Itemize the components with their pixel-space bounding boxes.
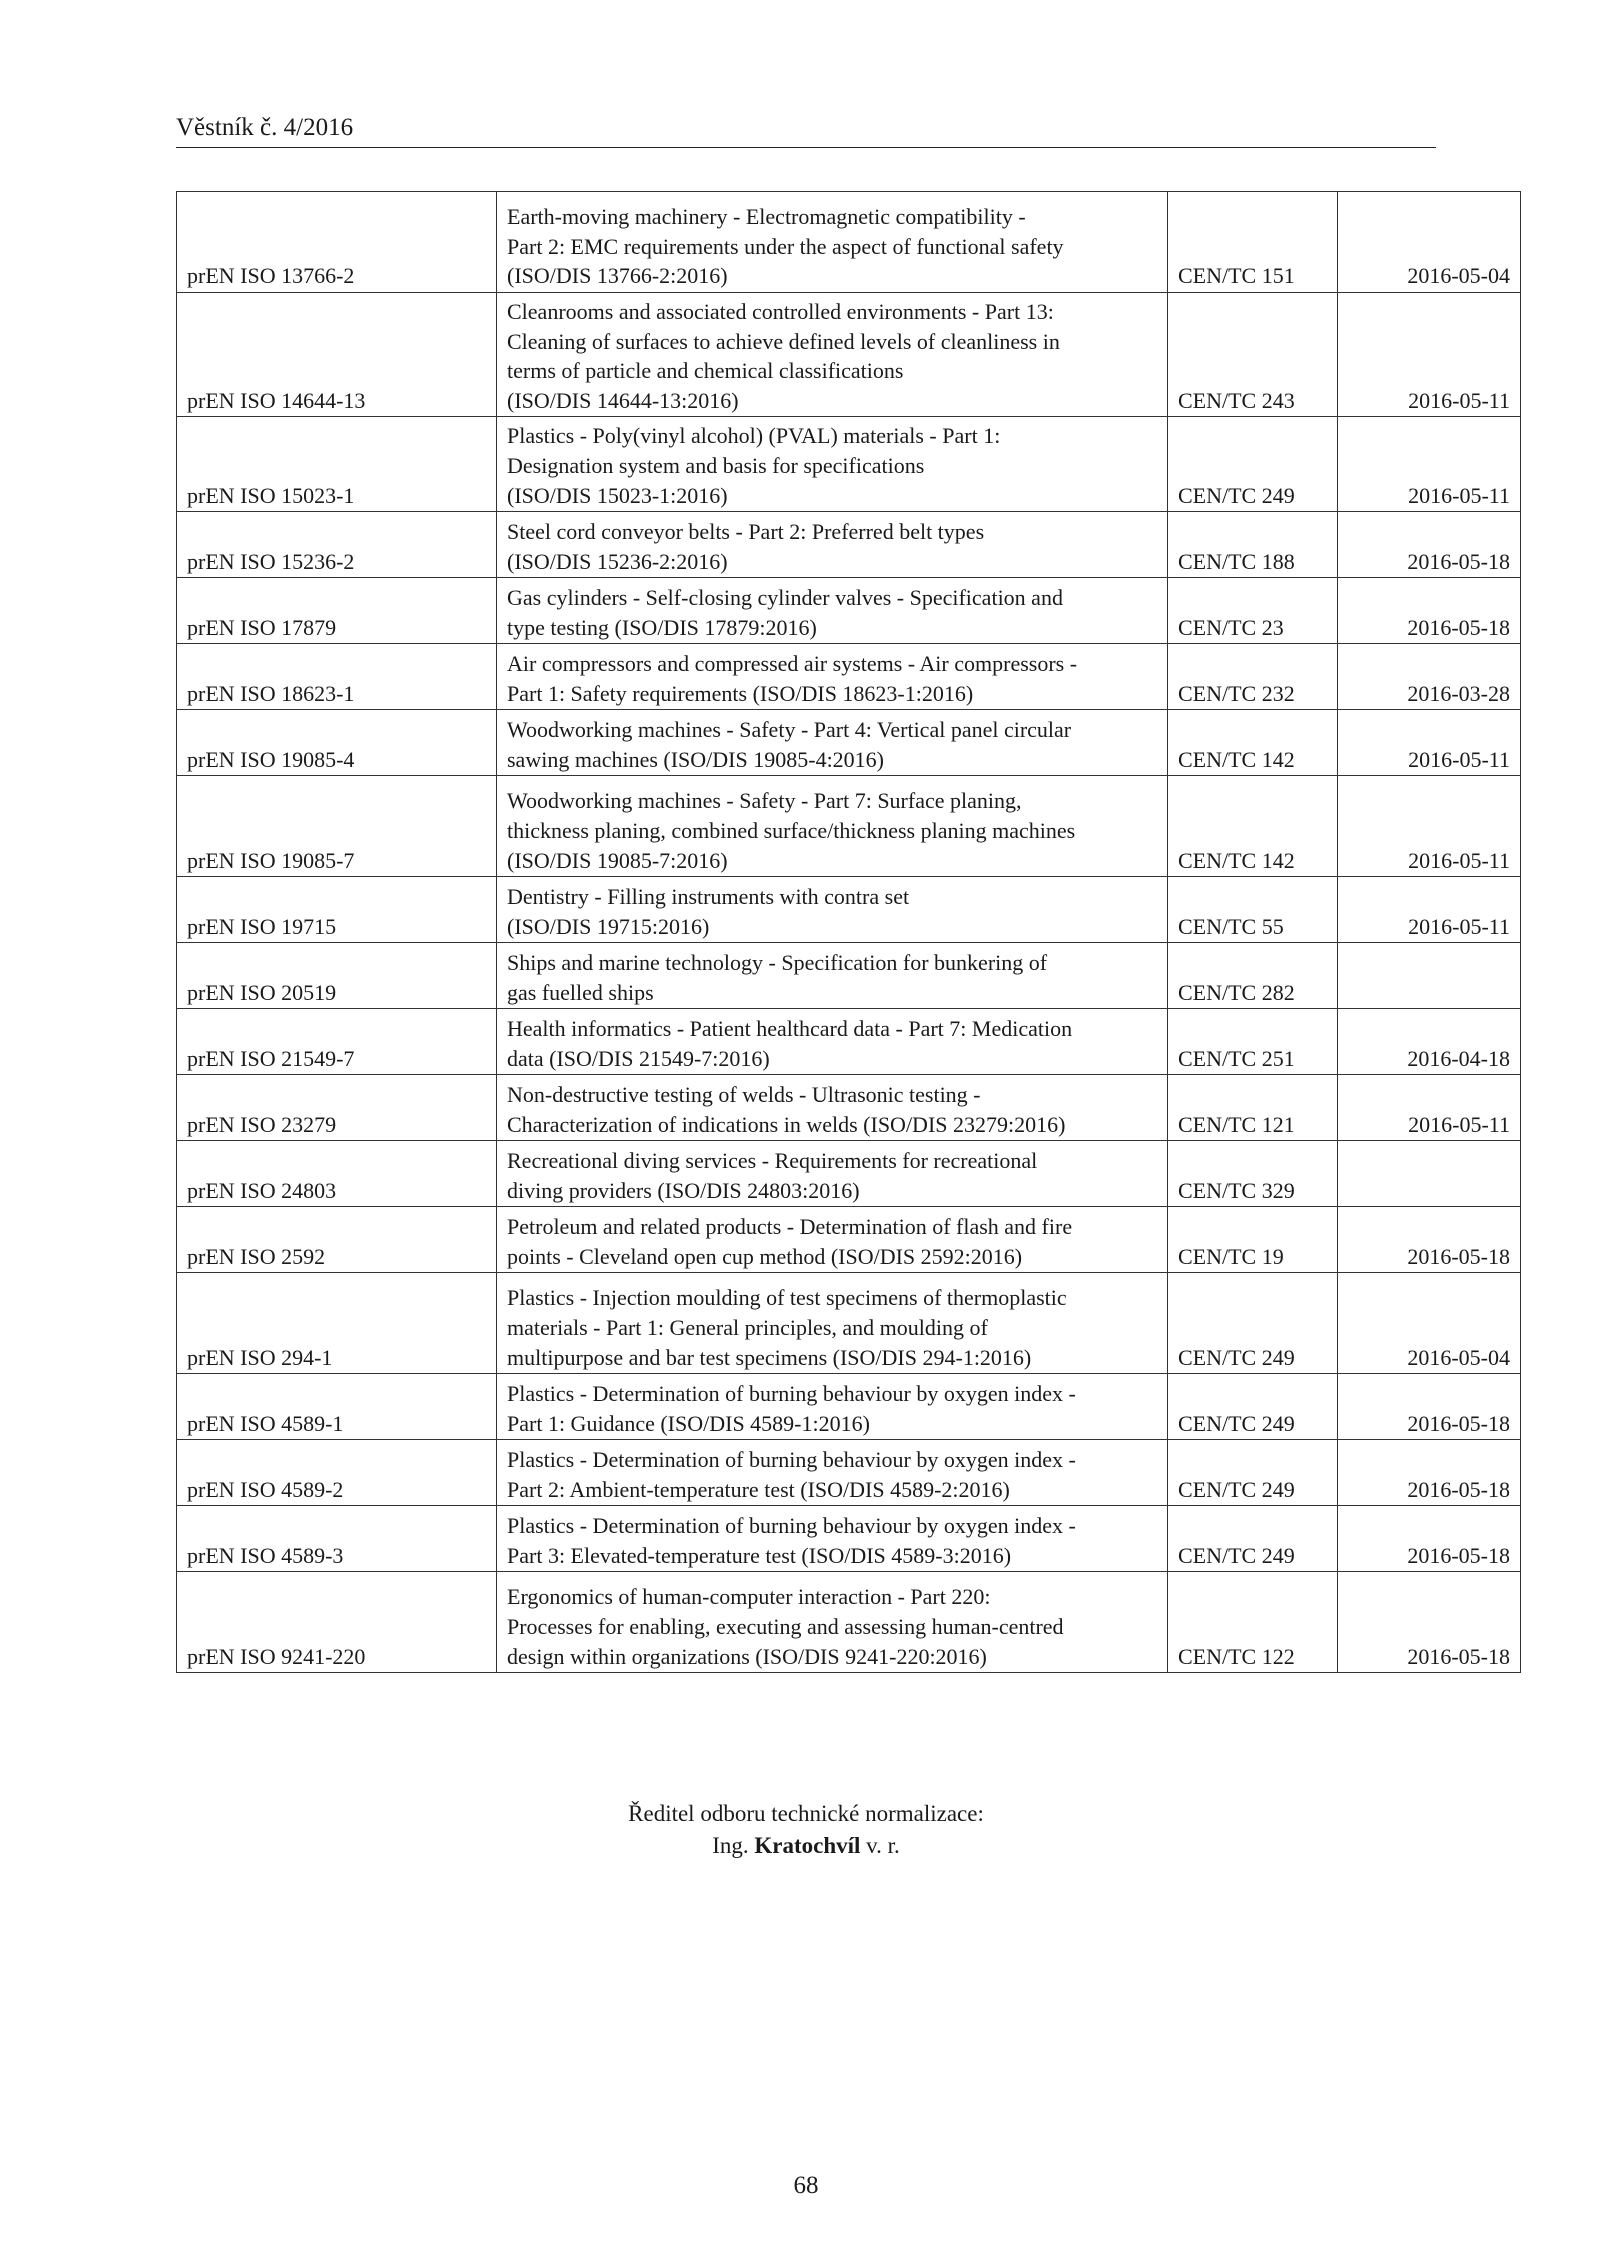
date-cell: 2016-05-11	[1338, 417, 1521, 512]
standard-code-cell: prEN ISO 15236-2	[177, 512, 497, 578]
standard-title-cell: Non-destructive testing of welds - Ultrasonic testing - Characterization of indications in welds (ISO/DIS 23279:2016)	[497, 1075, 1168, 1141]
technical-committee-cell: CEN/TC 249	[1168, 1506, 1338, 1572]
technical-committee-cell: CEN/TC 243	[1168, 293, 1338, 417]
technical-committee-cell: CEN/TC 249	[1168, 417, 1338, 512]
standard-code-cell: prEN ISO 19085-7	[177, 776, 497, 877]
signature-suffix: v. r.	[866, 1833, 900, 1858]
table-row	[177, 417, 1521, 512]
standard-code-cell: prEN ISO 17879	[177, 578, 497, 644]
technical-committee-cell: CEN/TC 249	[1168, 1273, 1338, 1374]
date-cell	[1338, 1141, 1521, 1207]
date-cell: 2016-05-18	[1338, 1506, 1521, 1572]
table-row	[177, 192, 1521, 293]
table-row	[177, 512, 1521, 578]
signature-role: Ředitel odboru technické normalizace:	[628, 1801, 984, 1826]
date-cell: 2016-05-04	[1338, 1273, 1521, 1374]
table-row	[177, 1207, 1521, 1273]
date-cell: 2016-05-18	[1338, 1374, 1521, 1440]
standard-title-cell: Plastics - Determination of burning behaviour by oxygen index - Part 3: Elevated-temperature test (ISO/DIS 4589-3:2016)	[497, 1506, 1168, 1572]
table-row	[177, 1075, 1521, 1141]
technical-committee-cell: CEN/TC 249	[1168, 1374, 1338, 1440]
date-cell: 2016-05-18	[1338, 578, 1521, 644]
standard-title-cell: Woodworking machines - Safety - Part 7: Surface planing, thickness planing, combined surface/thickness planing machines (ISO/DIS 19085-7:2016)	[497, 776, 1168, 877]
standards-table-body	[177, 192, 1521, 1673]
table-row	[177, 1572, 1521, 1673]
date-cell: 2016-05-18	[1338, 1572, 1521, 1673]
standard-code-cell: prEN ISO 4589-1	[177, 1374, 497, 1440]
technical-committee-cell: CEN/TC 55	[1168, 877, 1338, 943]
date-cell: 2016-03-28	[1338, 644, 1521, 710]
table-row	[177, 644, 1521, 710]
standard-code-cell: prEN ISO 9241-220	[177, 1572, 497, 1673]
standard-title-cell: Cleanrooms and associated controlled environments - Part 13: Cleaning of surfaces to achieve defined levels of cleanliness in terms of particle and chemical classifications (ISO/DIS 14644-13:2016)	[497, 293, 1168, 417]
date-cell: 2016-05-04	[1338, 192, 1521, 293]
date-cell: 2016-05-11	[1338, 1075, 1521, 1141]
date-cell: 2016-05-18	[1338, 512, 1521, 578]
bulletin-title: Věstník č. 4/2016	[176, 114, 354, 141]
table-row	[177, 578, 1521, 644]
signature-block	[176, 1798, 1436, 1862]
technical-committee-cell: CEN/TC 232	[1168, 644, 1338, 710]
technical-committee-cell: CEN/TC 151	[1168, 192, 1338, 293]
standard-title-cell: Air compressors and compressed air systems - Air compressors - Part 1: Safety requirements (ISO/DIS 18623-1:2016)	[497, 644, 1168, 710]
signature-name: Kratochvíl	[754, 1833, 861, 1858]
standard-code-cell: prEN ISO 2592	[177, 1207, 497, 1273]
signature-line	[176, 1830, 1436, 1862]
technical-committee-cell: CEN/TC 142	[1168, 776, 1338, 877]
table-row	[177, 877, 1521, 943]
table-row	[177, 1273, 1521, 1374]
table-row	[177, 1141, 1521, 1207]
standard-code-cell: prEN ISO 4589-2	[177, 1440, 497, 1506]
technical-committee-cell: CEN/TC 122	[1168, 1572, 1338, 1673]
table-row	[177, 1506, 1521, 1572]
technical-committee-cell: CEN/TC 121	[1168, 1075, 1338, 1141]
technical-committee-cell: CEN/TC 142	[1168, 710, 1338, 776]
standard-title-cell: Plastics - Poly(vinyl alcohol) (PVAL) materials - Part 1: Designation system and basis for specifications (ISO/DIS 15023-1:2016)	[497, 417, 1168, 512]
standard-code-cell: prEN ISO 18623-1	[177, 644, 497, 710]
standard-code-cell: prEN ISO 4589-3	[177, 1506, 497, 1572]
standard-code-cell: prEN ISO 20519	[177, 943, 497, 1009]
standard-code-cell: prEN ISO 19715	[177, 877, 497, 943]
technical-committee-cell: CEN/TC 19	[1168, 1207, 1338, 1273]
standard-code-cell: prEN ISO 13766-2	[177, 192, 497, 293]
table-row	[177, 710, 1521, 776]
standard-title-cell: Earth-moving machinery - Electromagnetic compatibility - Part 2: EMC requirements under the aspect of functional safety (ISO/DIS 13766-2:2016)	[497, 192, 1168, 293]
standard-title-cell: Gas cylinders - Self-closing cylinder valves - Specification and type testing (ISO/DIS 17879:2016)	[497, 578, 1168, 644]
signature-prefix: Ing.	[712, 1833, 749, 1858]
standard-title-cell: Plastics - Determination of burning behaviour by oxygen index - Part 2: Ambient-temperature test (ISO/DIS 4589-2:2016)	[497, 1440, 1168, 1506]
date-cell: 2016-05-18	[1338, 1207, 1521, 1273]
technical-committee-cell: CEN/TC 23	[1168, 578, 1338, 644]
date-cell: 2016-05-11	[1338, 293, 1521, 417]
standard-code-cell: prEN ISO 21549-7	[177, 1009, 497, 1075]
standard-title-cell: Plastics - Determination of burning behaviour by oxygen index - Part 1: Guidance (ISO/DIS 4589-1:2016)	[497, 1374, 1168, 1440]
standard-title-cell: Ships and marine technology - Specification for bunkering of gas fuelled ships	[497, 943, 1168, 1009]
standard-code-cell: prEN ISO 15023-1	[177, 417, 497, 512]
standard-title-cell: Woodworking machines - Safety - Part 4: Vertical panel circular sawing machines (ISO/DIS 19085-4:2016)	[497, 710, 1168, 776]
date-cell: 2016-05-18	[1338, 1440, 1521, 1506]
date-cell: 2016-05-11	[1338, 776, 1521, 877]
page-header	[176, 113, 1436, 148]
standard-code-cell: prEN ISO 24803	[177, 1141, 497, 1207]
standards-table	[176, 191, 1521, 1673]
standard-code-cell: prEN ISO 23279	[177, 1075, 497, 1141]
table-row	[177, 1374, 1521, 1440]
date-cell: 2016-05-11	[1338, 877, 1521, 943]
standard-code-cell: prEN ISO 294-1	[177, 1273, 497, 1374]
standard-title-cell: Petroleum and related products - Determination of flash and fire points - Cleveland open cup method (ISO/DIS 2592:2016)	[497, 1207, 1168, 1273]
technical-committee-cell: CEN/TC 249	[1168, 1440, 1338, 1506]
standard-code-cell: prEN ISO 19085-4	[177, 710, 497, 776]
standard-title-cell: Dentistry - Filling instruments with contra set (ISO/DIS 19715:2016)	[497, 877, 1168, 943]
page-number: 68	[793, 2172, 819, 2199]
technical-committee-cell: CEN/TC 188	[1168, 512, 1338, 578]
technical-committee-cell: CEN/TC 329	[1168, 1141, 1338, 1207]
standard-title-cell: Ergonomics of human-computer interaction - Part 220: Processes for enabling, executing and assessing human-centred design within organizations (ISO/DIS 9241-220:2016)	[497, 1572, 1168, 1673]
standard-title-cell: Plastics - Injection moulding of test specimens of thermoplastic materials - Part 1: General principles, and moulding of multipurpose and bar test specimens (ISO/DIS 294-1:2016)	[497, 1273, 1168, 1374]
date-cell	[1338, 943, 1521, 1009]
standard-title-cell: Health informatics - Patient healthcard data - Part 7: Medication data (ISO/DIS 21549-7:2016)	[497, 1009, 1168, 1075]
date-cell: 2016-04-18	[1338, 1009, 1521, 1075]
table-row	[177, 1440, 1521, 1506]
table-row	[177, 1009, 1521, 1075]
standard-title-cell: Recreational diving services - Requirements for recreational diving providers (ISO/DIS 24803:2016)	[497, 1141, 1168, 1207]
standard-code-cell: prEN ISO 14644-13	[177, 293, 497, 417]
technical-committee-cell: CEN/TC 251	[1168, 1009, 1338, 1075]
table-row	[177, 776, 1521, 877]
standard-title-cell: Steel cord conveyor belts - Part 2: Preferred belt types (ISO/DIS 15236-2:2016)	[497, 512, 1168, 578]
date-cell: 2016-05-11	[1338, 710, 1521, 776]
technical-committee-cell: CEN/TC 282	[1168, 943, 1338, 1009]
table-row	[177, 943, 1521, 1009]
table-row	[177, 293, 1521, 417]
